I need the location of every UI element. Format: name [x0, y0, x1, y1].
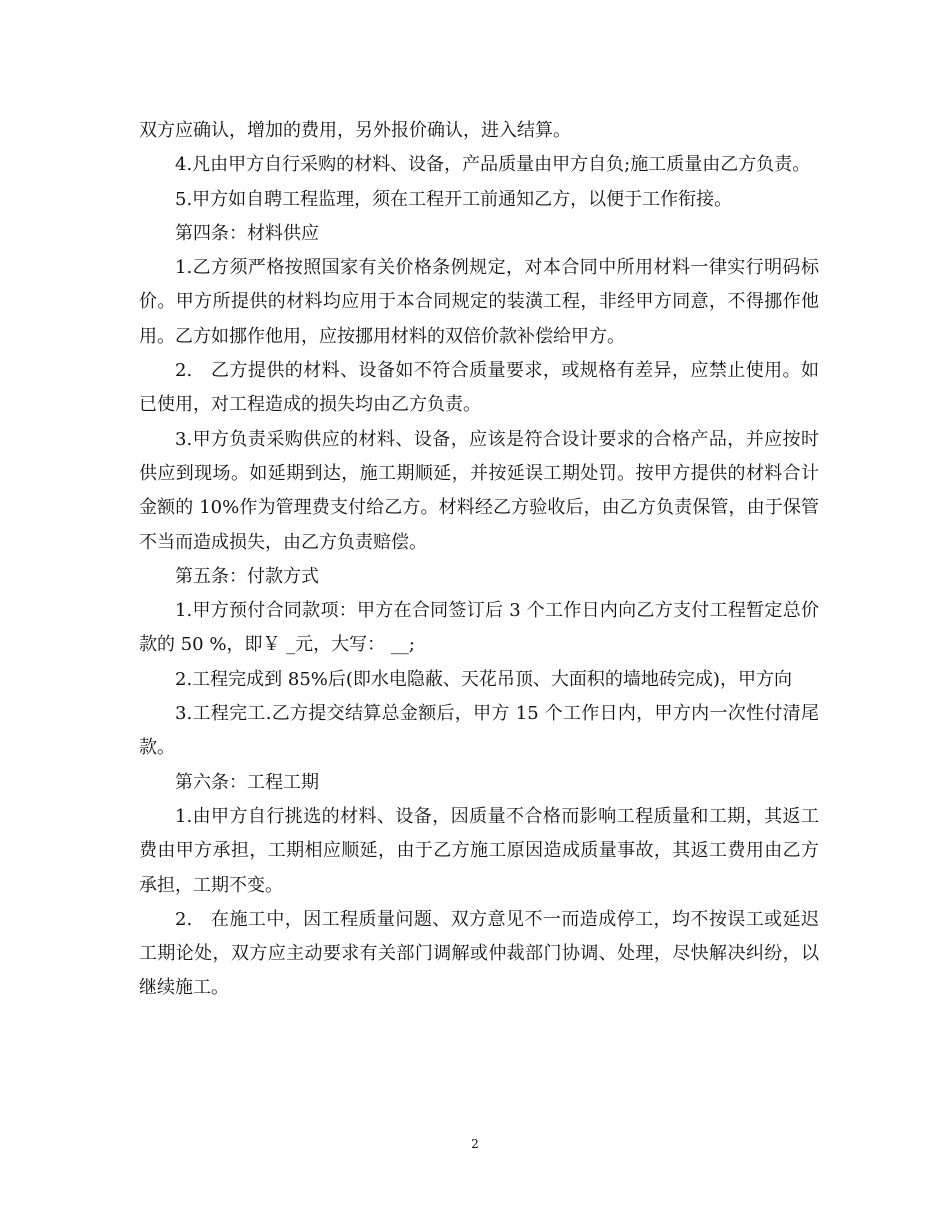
paragraph-clause-5-2: 2.工程完成到 85%后(即水电隐蔽、天花吊顶、大面积的墙地砖完成)，甲方向 — [175, 668, 792, 690]
paragraph-continuation: 双方应确认，增加的费用，另外报价确认，进入结算。 — [139, 120, 571, 141]
paragraph-clause-5-1: 1.甲方预付合同款项：甲方在合同签订后 3 个工作日内向乙方支付工程暂定总价款的 50 %，即￥ _元，大写： __; — [139, 600, 819, 656]
page-number: 2 — [471, 1137, 479, 1151]
section-heading-article-4: 第四条：材料供应 — [175, 222, 319, 244]
paragraph-clause-5-3: 3.工程完工.乙方提交结算总金额后，甲方 15 个工作日内，甲方内一次性付清尾款。 — [139, 703, 819, 759]
paragraph-clause-3-4: 4.凡由甲方自行采购的材料、设备，产品质量由甲方自负;施工质量由乙方负责。 — [175, 154, 811, 176]
paragraph-clause-6-1: 1.由甲方自行挑选的材料、设备，因质量不合格而影响工程质量和工期，其返工费由甲方承担，工期相应顺延，由于乙方施工原因造成质量事故，其返工费用由乙方承担，工期不变。 — [139, 805, 819, 896]
paragraph-clause-4-2: 2. 乙方提供的材料、设备如不符合质量要求，或规格有差异，应禁止使用。如已使用，对工程造成的损失均由乙方负责。 — [139, 360, 819, 416]
paragraph-clause-4-3: 3.甲方负责采购供应的材料、设备，应该是符合设计要求的合格产品，并应按时供应到现场。如延期到达，施工期顺延，并按延误工期处罚。按甲方提供的材料合计金额的 10%作为管理费支付给乙方。材料经乙方验收后，由乙方负责保管，由于保管不当而造成损失，由乙方负责赔偿。 — [139, 428, 819, 553]
paragraph-clause-6-2: 2. 在施工中，因工程质量问题、双方意见不一而造成停工，均不按误工或延迟工期论处，双方应主动要求有关部门调解或仲裁部门协调、处理，尽快解决纠纷，以继续施工。 — [139, 908, 819, 999]
section-heading-article-5: 第五条：付款方式 — [175, 565, 319, 587]
paragraph-clause-3-5: 5.甲方如自聘工程监理，须在工程开工前通知乙方，以便于工作衔接。 — [175, 188, 733, 210]
section-heading-article-6: 第六条：工程工期 — [175, 771, 319, 793]
paragraph-clause-4-1: 1.乙方须严格按照国家有关价格条例规定，对本合同中所用材料一律实行明码标价。甲方所提供的材料均应用于本合同规定的装潢工程，非经甲方同意，不得挪作他用。乙方如挪作他用，应按挪用材料的双倍价款补偿给甲方。 — [139, 257, 819, 347]
document-body — [139, 114, 819, 1006]
